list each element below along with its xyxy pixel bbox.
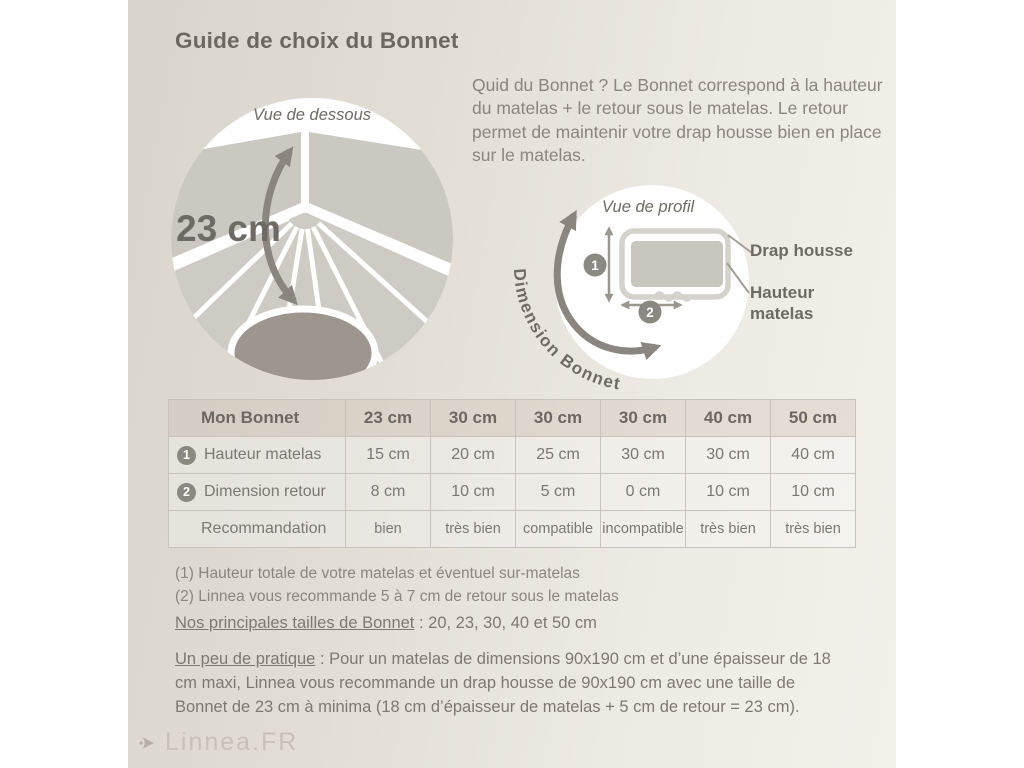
row-badge-2: 2 (177, 483, 196, 502)
header-col-4: 30 cm (601, 400, 686, 437)
table-cell: 15 cm (346, 437, 431, 474)
table-cell: très bien (431, 511, 516, 548)
practice-label: Un peu de pratique (175, 650, 316, 668)
practice-text: : Pour un matelas de dimensions 90x190 cm et d’une épaisseur de 18 cm maxi, Linnea vous recommande un drap housse de 90x190 cm avec une taille de Bonnet de 23 cm à minima (18 cm d’épaisseur de matelas + 5 cm de retour = 23 cm). (175, 650, 831, 716)
intro-paragraph: Quid du Bonnet ? Le Bonnet correspond à la hauteur du matelas + le retour sous le matelas. Le retour permet de maintenir votre drap housse bien en place sur le matelas. (472, 75, 883, 165)
bonnet-measure-value: 23 cm (176, 208, 281, 249)
header-col-6: 50 cm (771, 400, 856, 437)
infographic-panel (128, 0, 896, 768)
table-row-recommandation (169, 511, 856, 548)
badge-1-number: 1 (591, 258, 599, 273)
callout-drap-housse: Drap housse (750, 241, 853, 260)
underside-view-illustration (170, 97, 454, 381)
table-cell: 10 cm (686, 474, 771, 511)
table-row-hauteur-matelas (169, 437, 856, 474)
underside-view-label: Vue de dessous (252, 106, 372, 124)
table-cell: très bien (771, 511, 856, 548)
mattress-side (631, 241, 723, 287)
table-cell: très bien (686, 511, 771, 548)
table-cell: 10 cm (771, 474, 856, 511)
table-row-dimension-retour (169, 474, 856, 511)
linnea-logo (138, 728, 298, 757)
footnote-1: (1) Hauteur totale de votre matelas et éventuel sur-matelas (175, 565, 580, 582)
sizes-value: : 20, 23, 30, 40 et 50 cm (414, 614, 597, 632)
linnea-logo-text: Linnea.FR (165, 728, 299, 756)
sizes-label: Nos principales tailles de Bonnet (175, 614, 415, 632)
table-cell: 30 cm (686, 437, 771, 474)
table-cell: 5 cm (516, 474, 601, 511)
row-label-recommandation: Recommandation (201, 520, 327, 537)
table-cell: 8 cm (346, 474, 431, 511)
table-cell: bien (346, 511, 431, 548)
dimension-bonnet-arc-text: Dimension Bonnet (509, 267, 623, 394)
page-title: Guide de choix du Bonnet (175, 28, 459, 53)
header-col-5: 40 cm (686, 400, 771, 437)
table-cell: 30 cm (601, 437, 686, 474)
table-cell: 0 cm (601, 474, 686, 511)
table-cell: 10 cm (431, 474, 516, 511)
table-cell: 40 cm (771, 437, 856, 474)
header-col-1: 23 cm (346, 400, 431, 437)
sizes-line (175, 614, 597, 633)
footnotes (175, 562, 619, 609)
callout-hauteur-matelas: Hauteur matelas (750, 283, 815, 323)
bonnet-size-table (168, 399, 856, 548)
table-cell: compatible (516, 511, 601, 548)
row-badge-1: 1 (177, 446, 196, 465)
table-cell: 25 cm (516, 437, 601, 474)
table-header-row (169, 400, 856, 437)
table-cell: incompatible (601, 511, 686, 548)
profile-view-label: Vue de profil (601, 198, 695, 216)
row-label-hauteur: Hauteur matelas (204, 446, 322, 463)
header-col-2: 30 cm (431, 400, 516, 437)
header-col-3: 30 cm (516, 400, 601, 437)
mattress-opening (231, 309, 375, 381)
practice-paragraph (175, 648, 851, 720)
underside-view-svg (170, 97, 454, 381)
linnea-leaf-icon (138, 733, 158, 753)
badge-2-number: 2 (646, 305, 654, 320)
table-cell: 20 cm (431, 437, 516, 474)
footnote-2: (2) Linnea vous recommande 5 à 7 cm de retour sous le matelas (175, 588, 619, 606)
header-mon-bonnet: Mon Bonnet (201, 408, 300, 427)
row-label-retour: Dimension retour (204, 483, 326, 500)
